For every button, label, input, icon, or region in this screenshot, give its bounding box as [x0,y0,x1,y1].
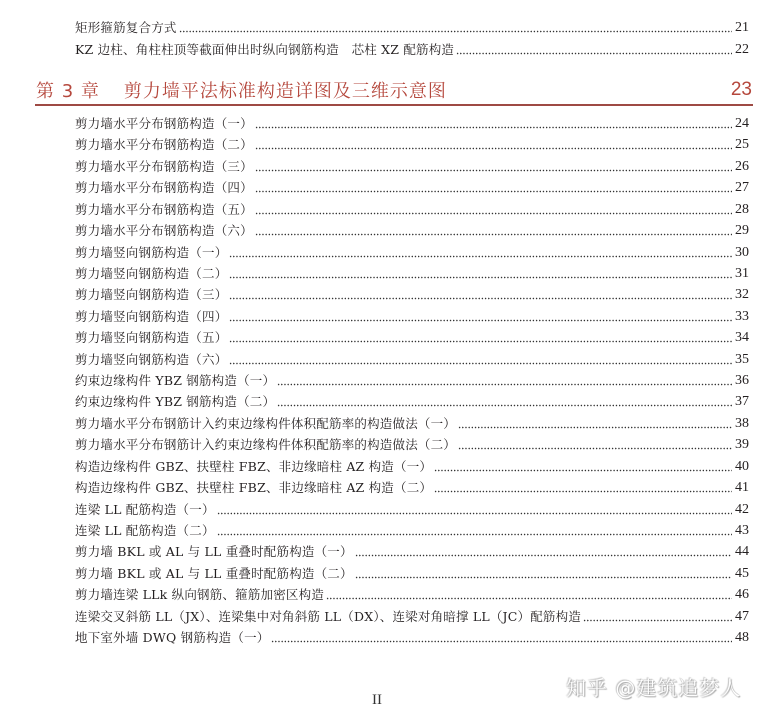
toc-entry[interactable] [75,390,749,410]
toc-entry[interactable] [75,348,749,368]
dot-leader [458,426,732,429]
toc-entry-page: 21 [735,20,749,35]
toc-entry-page: 25 [735,137,749,153]
toc-entry[interactable] [75,583,749,603]
toc-entry-title: 剪力墙竖向钢筋构造（六） [75,351,228,367]
toc-entry-page: 42 [735,501,749,517]
dot-leader [229,255,732,258]
toc-entry-page: 40 [735,458,749,474]
toc-entry-title: 剪力墙竖向钢筋构造（三） [75,287,228,303]
toc-entry-page: 36 [735,373,749,389]
dot-leader [255,190,732,193]
watermark: 知乎 @建筑追梦人 [566,676,742,700]
toc-entry-title: 地下室外墙 DWQ 钢筋构造（一） [75,630,270,646]
toc-entry-title: 剪力墙水平分布钢筋构造（四） [75,180,253,196]
toc-entry-page: 37 [735,394,749,410]
chapter-number: 第 3 章 [36,81,100,102]
dot-leader [229,340,732,343]
toc-entry-title: 剪力墙水平分布钢筋构造（三） [75,158,253,174]
toc-entry-page: 22 [735,42,749,57]
dot-leader [255,147,732,150]
toc-entry[interactable] [75,262,749,282]
dot-leader [458,447,732,450]
toc-entry-page: 33 [735,308,749,324]
dot-leader [229,276,732,279]
dot-leader [355,576,732,579]
dot-leader [217,533,732,536]
dot-leader [179,30,732,33]
toc-entry-title: 剪力墙竖向钢筋构造（一） [75,244,228,260]
dot-leader [456,52,732,55]
toc-entry-title: 剪力墙水平分布钢筋构造（六） [75,223,253,239]
toc-entry[interactable] [75,219,749,239]
dot-leader [217,512,732,515]
toc-entry[interactable] [75,412,749,432]
toc-entry-title: 构造边缘构件 GBZ、扶壁柱 FBZ、非边缘暗柱 AZ 构造（一） [75,458,433,474]
toc-entry-title: 约束边缘构件 YBZ 钢筋构造（一） [75,373,276,389]
dot-leader [255,212,732,215]
toc-entry-title: 剪力墙水平分布钢筋计入约束边缘构件体积配筋率的构造做法（二） [75,437,457,453]
toc-entry-title: 剪力墙水平分布钢筋构造（五） [75,201,253,217]
toc-entry-page: 30 [735,244,749,260]
toc-entry-page: 39 [735,437,749,453]
page-number: II [372,692,382,708]
dot-leader [229,297,732,300]
toc-entry-page: 32 [735,287,749,303]
toc-entry-page: 45 [735,565,749,581]
dot-leader [229,362,732,365]
toc-entry[interactable] [75,16,749,36]
chapter-divider [35,104,753,106]
toc-entry[interactable] [75,605,749,625]
toc-entry-title: 连梁 LL 配筋构造（一） [75,501,215,517]
toc-entry[interactable] [75,112,749,132]
dot-leader [355,554,732,557]
toc-entry[interactable] [75,626,749,646]
toc-entry[interactable] [75,241,749,261]
dot-leader [583,619,732,622]
toc-entry[interactable] [75,38,749,58]
toc-entry[interactable] [75,433,749,453]
toc-entry-page: 44 [735,544,749,560]
toc-entry[interactable] [75,305,749,325]
dot-leader [271,640,732,643]
toc-entry[interactable] [75,476,749,496]
chapter-page: 23 [730,79,752,100]
dot-leader [255,126,732,129]
toc-entry[interactable] [75,369,749,389]
toc-entry-title: 剪力墙竖向钢筋构造（二） [75,265,228,281]
toc-entry-title: 约束边缘构件 YBZ 钢筋构造（二） [75,394,276,410]
dot-leader [277,404,732,407]
toc-entry-page: 41 [735,480,749,496]
toc-entry[interactable] [75,133,749,153]
dot-leader [434,469,732,472]
toc-entry-title: 剪力墙竖向钢筋构造（四） [75,308,228,324]
toc-entry-title: 剪力墙水平分布钢筋构造（一） [75,116,253,131]
dot-leader [434,490,732,493]
toc-entry-title: 剪力墙水平分布钢筋计入约束边缘构件体积配筋率的构造做法（一） [75,415,457,431]
toc-entry-title: 剪力墙 BKL 或 AL 与 LL 重叠时配筋构造（二） [75,565,353,581]
chapter-heading[interactable] [36,77,752,103]
toc-entry[interactable] [75,198,749,218]
toc-entry-title: 剪力墙水平分布钢筋构造（二） [75,137,253,153]
toc-entry[interactable] [75,176,749,196]
toc-entry-page: 38 [735,415,749,431]
dot-leader [277,383,732,386]
toc-entry[interactable] [75,519,749,539]
toc-entry-title: 剪力墙竖向钢筋构造（五） [75,330,228,346]
toc-entry-page: 29 [735,223,749,239]
toc-entry[interactable] [75,455,749,475]
toc-entry-title: KZ 边柱、角柱柱顶等截面伸出时纵向钢筋构造 芯柱 XZ 配筋构造 [75,42,455,57]
toc-entry-title: 连梁 LL 配筋构造（二） [75,522,215,538]
toc-entry-page: 34 [735,330,749,346]
toc-entry-title: 矩形箍筋复合方式 [75,20,177,35]
toc-entry-page: 47 [735,608,749,624]
toc-entry-page: 28 [735,201,749,217]
toc-entry-page: 35 [735,351,749,367]
toc-entry[interactable] [75,498,749,518]
toc-entry-title: 构造边缘构件 GBZ、扶壁柱 FBZ、非边缘暗柱 AZ 构造（二） [75,480,433,496]
toc-entry-page: 46 [735,587,749,603]
toc-entry[interactable] [75,326,749,346]
toc-entry-title: 连梁交叉斜筋 LL（JX）、连梁集中对角斜筋 LL（DX）、连梁对角暗撑 LL（JC）配筋构造 [75,608,582,624]
toc-entry[interactable] [75,562,749,582]
dot-leader [255,169,732,172]
dot-leader [255,233,732,236]
toc-entry-page: 26 [735,158,749,174]
toc-entry-page: 48 [735,630,749,646]
toc-entry[interactable] [75,283,749,303]
toc-entry-page: 31 [735,265,749,281]
toc-entry-title: 剪力墙连梁 LLk 纵向钢筋、箍筋加密区构造 [75,587,325,603]
toc-entry[interactable] [75,540,749,560]
toc-entry-title: 剪力墙 BKL 或 AL 与 LL 重叠时配筋构造（一） [75,544,353,560]
toc-entry-page: 24 [735,116,749,131]
toc-entry-page: 27 [735,180,749,196]
toc-entry[interactable] [75,155,749,175]
toc-entry-page: 43 [735,522,749,538]
dot-leader [229,319,732,322]
chapter-title: 剪力墙平法标准构造详图及三维示意图 [123,81,447,102]
dot-leader [326,597,732,600]
